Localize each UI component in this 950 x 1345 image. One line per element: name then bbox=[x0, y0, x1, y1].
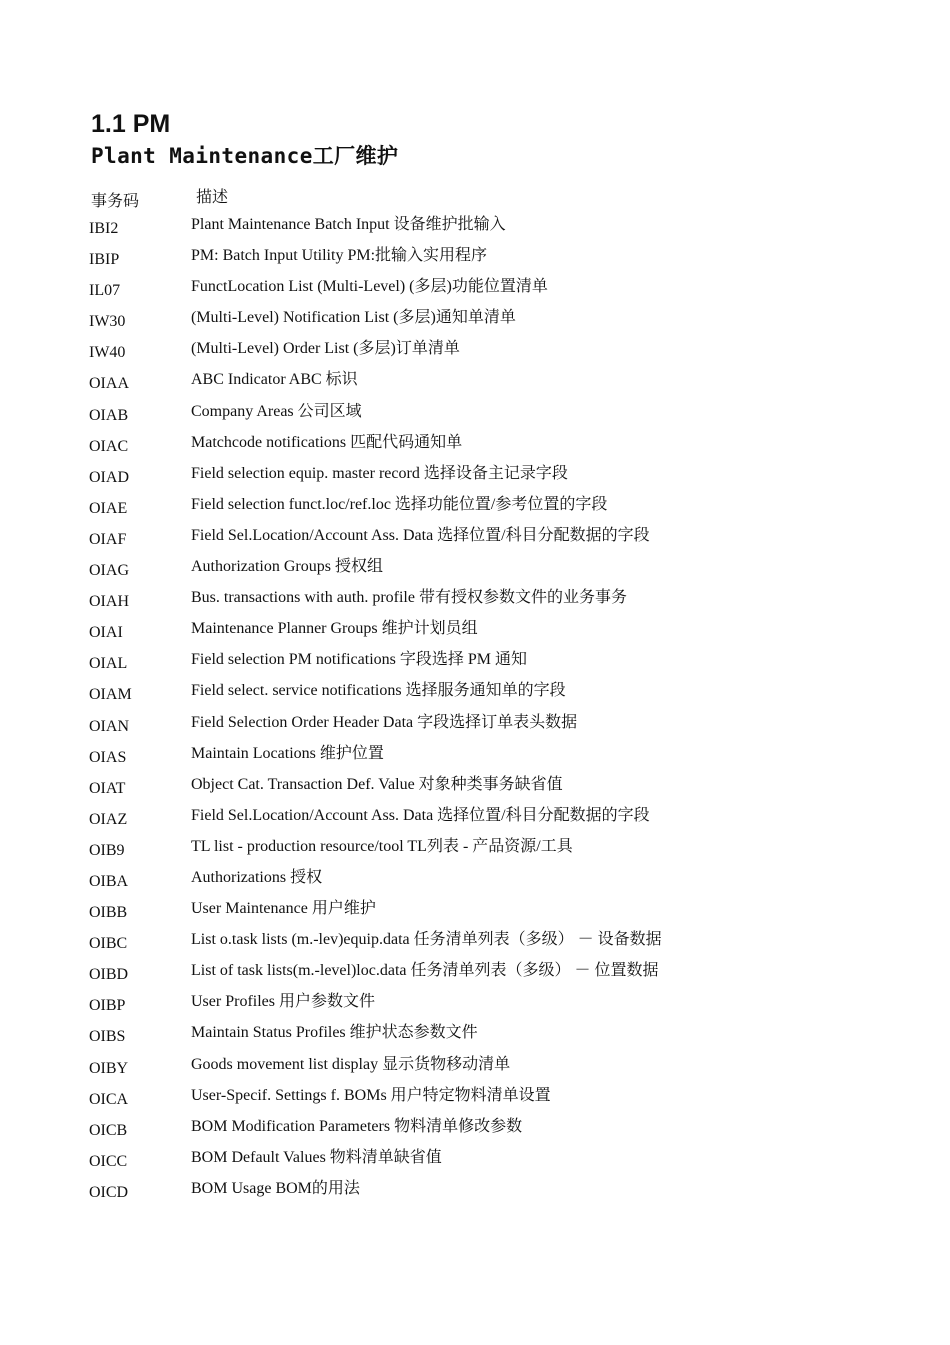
transaction-code: OICD bbox=[89, 1183, 129, 1201]
transaction-description: Maintain Status Profiles 维护状态参数文件 bbox=[191, 1024, 478, 1042]
transaction-code: OIAI bbox=[89, 624, 123, 642]
transaction-description: ABC Indicator ABC 标识 bbox=[191, 371, 358, 389]
transaction-code: IW40 bbox=[89, 344, 126, 362]
transaction-description: Maintain Locations 维护位置 bbox=[191, 744, 384, 762]
table-row bbox=[89, 742, 869, 773]
column-header-description: 描述 bbox=[196, 189, 229, 206]
transaction-description: User Maintenance 用户维护 bbox=[191, 900, 376, 918]
transaction-description: BOM Modification Parameters 物料清单修改参数 bbox=[191, 1117, 523, 1135]
transaction-description: Bus. transactions with auth. profile 带有授权参数文件的业务事务 bbox=[191, 589, 627, 607]
table-row bbox=[89, 555, 869, 586]
transaction-code: OIBD bbox=[89, 966, 129, 984]
table-row bbox=[89, 804, 869, 835]
transaction-code: OIBB bbox=[89, 904, 128, 922]
table-row bbox=[89, 586, 869, 617]
section-heading: 1.1 PM bbox=[91, 110, 171, 138]
transaction-description: Authorizations 授权 bbox=[191, 868, 323, 886]
table-row bbox=[89, 990, 869, 1021]
transaction-description: BOM Usage BOM的用法 bbox=[191, 1179, 360, 1197]
column-header-code: 事务码 bbox=[91, 193, 140, 210]
transaction-code: OIAF bbox=[89, 530, 127, 548]
transaction-description: User Profiles 用户参数文件 bbox=[191, 993, 375, 1011]
transaction-code: OICC bbox=[89, 1152, 128, 1170]
transaction-code: OICB bbox=[89, 1121, 128, 1139]
transaction-description: Field selection funct.loc/ref.loc 选择功能位置/参考位置的字段 bbox=[191, 495, 608, 513]
table-row bbox=[89, 524, 869, 555]
transaction-description: Field Sel.Location/Account Ass. Data 选择位置/科目分配数据的字段 bbox=[191, 806, 650, 824]
transaction-description: Matchcode notifications 匹配代码通知单 bbox=[191, 433, 463, 451]
table-row bbox=[89, 213, 869, 244]
transaction-code: OIAM bbox=[89, 686, 132, 704]
transaction-code: OIAC bbox=[89, 437, 129, 455]
transaction-code: OIAL bbox=[89, 655, 128, 673]
transaction-code: OIBC bbox=[89, 935, 128, 953]
transaction-description: Field Sel.Location/Account Ass. Data 选择位置/科目分配数据的字段 bbox=[191, 526, 650, 544]
table-row bbox=[89, 617, 869, 648]
table-row bbox=[89, 1115, 869, 1146]
section-subheading: Plant Maintenance工厂维护 bbox=[91, 144, 399, 168]
table-row bbox=[89, 773, 869, 804]
transaction-description: Plant Maintenance Batch Input 设备维护批输入 bbox=[191, 216, 506, 233]
transaction-description: User-Specif. Settings f. BOMs 用户特定物料清单设置 bbox=[191, 1086, 551, 1104]
table-row bbox=[89, 400, 869, 431]
transaction-code: OIAN bbox=[89, 717, 129, 735]
table-row bbox=[89, 275, 869, 306]
transaction-description: Field Selection Order Header Data 字段选择订单表头数据 bbox=[191, 713, 578, 731]
transaction-description: FunctLocation List (Multi-Level) (多层)功能位置清单 bbox=[191, 278, 548, 296]
transaction-code: OIAS bbox=[89, 748, 127, 766]
table-row bbox=[89, 835, 869, 866]
transaction-description: Field selection PM notifications 字段选择 PM 通知 bbox=[191, 651, 527, 669]
transaction-code: OIAH bbox=[89, 593, 129, 611]
transaction-code: IL07 bbox=[89, 282, 121, 300]
transaction-description: Object Cat. Transaction Def. Value 对象种类事务缺省值 bbox=[191, 775, 563, 793]
table-row bbox=[89, 493, 869, 524]
table-row bbox=[89, 1146, 869, 1177]
transaction-description: Field selection equip. master record 选择设备主记录字段 bbox=[191, 464, 568, 482]
table-row bbox=[89, 306, 869, 337]
transaction-description: TL list - production resource/tool TL列表 - 产品资源/工具 bbox=[191, 837, 573, 855]
transaction-description: (Multi-Level) Notification List (多层)通知单清单 bbox=[191, 309, 516, 327]
transaction-code: OIBS bbox=[89, 1028, 126, 1046]
transaction-description: Company Areas 公司区域 bbox=[191, 402, 362, 420]
table-row bbox=[89, 928, 869, 959]
transaction-code: IBIP bbox=[89, 251, 120, 269]
table-row bbox=[89, 679, 869, 710]
transaction-description: Authorization Groups 授权组 bbox=[191, 558, 383, 576]
table-row bbox=[89, 1084, 869, 1115]
transaction-code-table bbox=[89, 213, 869, 1208]
table-row bbox=[89, 244, 869, 275]
transaction-description: Field select. service notifications 选择服务通知单的字段 bbox=[191, 682, 566, 700]
table-row bbox=[89, 431, 869, 462]
table-row bbox=[89, 866, 869, 897]
table-row bbox=[89, 711, 869, 742]
transaction-code: OIBP bbox=[89, 997, 126, 1015]
transaction-code: OIBY bbox=[89, 1059, 129, 1077]
transaction-description: List of task lists(m.-level)loc.data 任务清单列表（多级） － 位置数据 bbox=[191, 962, 659, 980]
table-row bbox=[89, 1053, 869, 1084]
transaction-code: OIAZ bbox=[89, 810, 128, 828]
transaction-code: OICA bbox=[89, 1090, 129, 1108]
table-row bbox=[89, 337, 869, 368]
table-row bbox=[89, 648, 869, 679]
table-row bbox=[89, 462, 869, 493]
table-row bbox=[89, 897, 869, 928]
transaction-description: BOM Default Values 物料清单缺省值 bbox=[191, 1148, 442, 1166]
transaction-code: OIAE bbox=[89, 499, 128, 517]
transaction-code: OIB9 bbox=[89, 841, 125, 859]
table-row bbox=[89, 1021, 869, 1052]
transaction-code: OIAB bbox=[89, 406, 129, 424]
table-row bbox=[89, 368, 869, 399]
transaction-description: PM: Batch Input Utility PM:批输入实用程序 bbox=[191, 247, 488, 265]
table-row bbox=[89, 959, 869, 990]
transaction-code: IBI2 bbox=[89, 220, 119, 237]
table-row bbox=[89, 1177, 869, 1208]
transaction-code: OIAG bbox=[89, 562, 129, 580]
transaction-code: IW30 bbox=[89, 313, 126, 331]
transaction-code: OIAA bbox=[89, 375, 129, 393]
table-header bbox=[91, 184, 851, 212]
transaction-description: Goods movement list display 显示货物移动清单 bbox=[191, 1055, 511, 1073]
transaction-description: (Multi-Level) Order List (多层)订单清单 bbox=[191, 340, 460, 358]
transaction-description: List o.task lists (m.-lev)equip.data 任务清单列表（多级） － 设备数据 bbox=[191, 931, 662, 949]
transaction-description: Maintenance Planner Groups 维护计划员组 bbox=[191, 620, 478, 638]
transaction-code: OIAT bbox=[89, 779, 126, 797]
transaction-code: OIBA bbox=[89, 872, 129, 890]
transaction-code: OIAD bbox=[89, 468, 129, 486]
